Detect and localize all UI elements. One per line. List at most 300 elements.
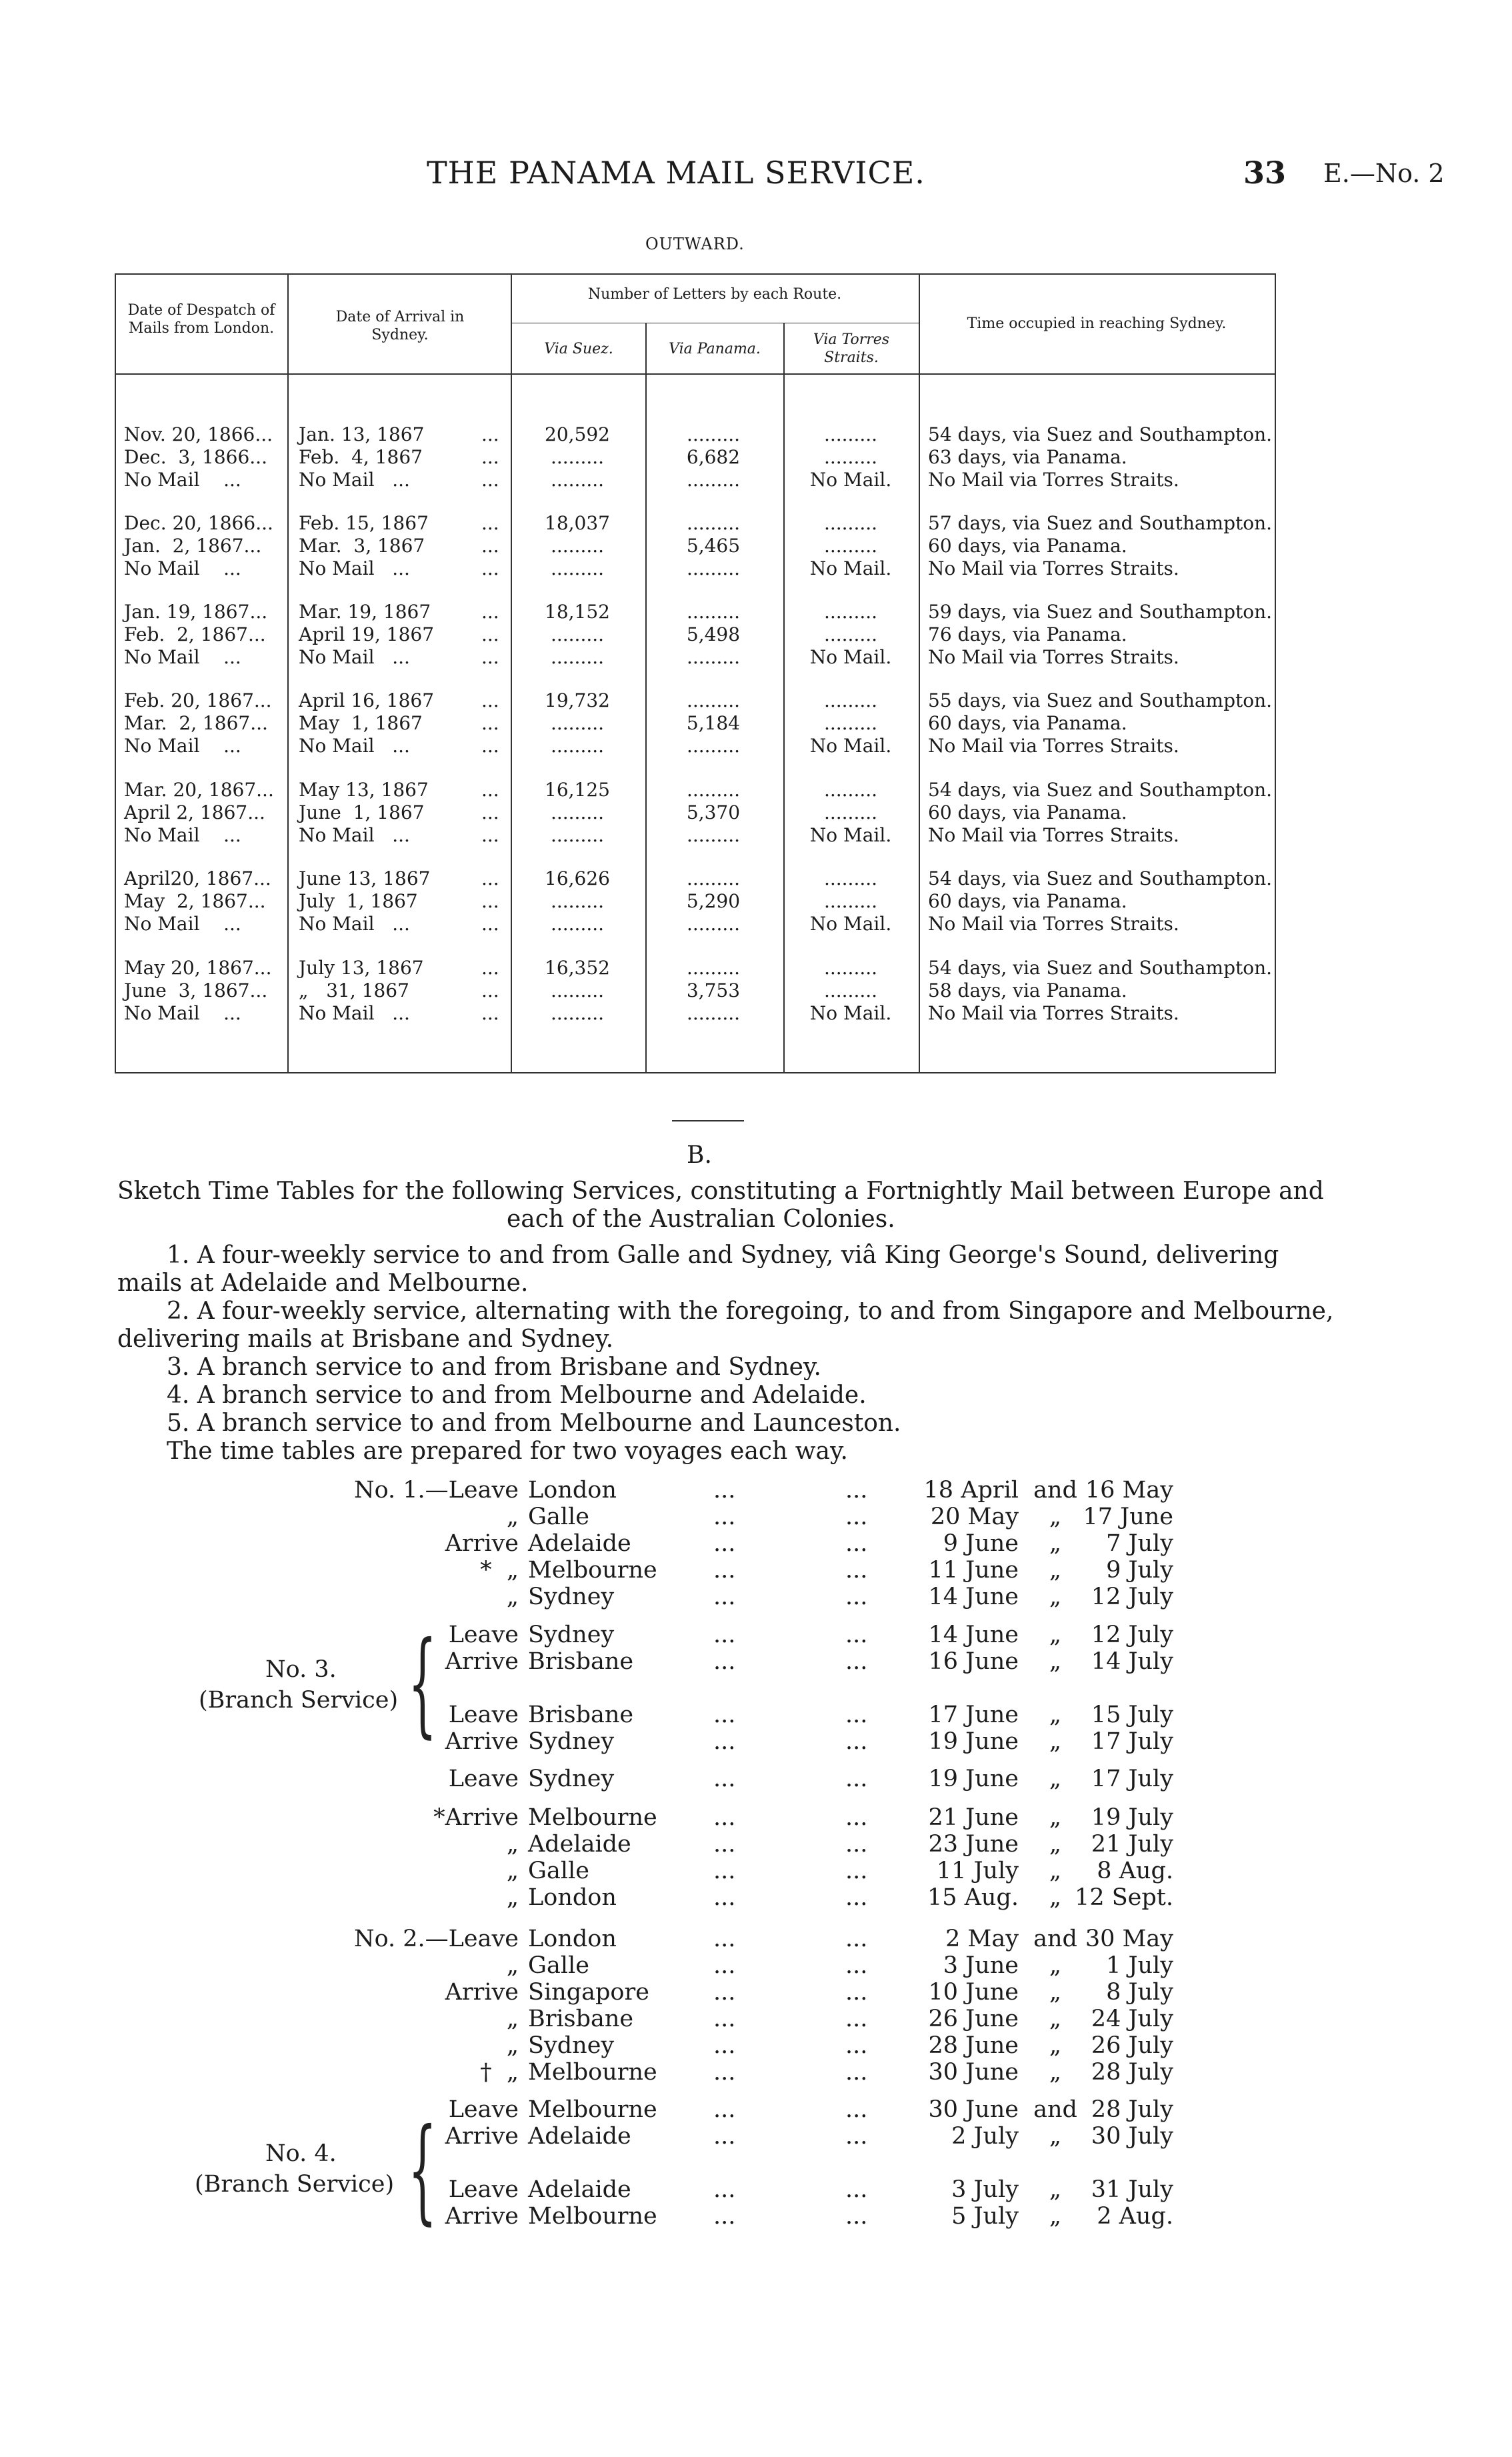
timetable-separator: „ xyxy=(1049,2123,1062,2150)
cell-leader-dots: ... xyxy=(481,867,499,889)
timetable-lead: „ xyxy=(506,1858,519,1884)
timetable-leader-dots: ... xyxy=(713,2123,736,2150)
cell-time: 58 days, via Panama. xyxy=(928,979,1127,1001)
cell-despatch: Dec. 20, 1866... xyxy=(124,512,273,534)
timetable-lead: „ xyxy=(506,1584,519,1610)
cell-despatch: May 2, 1867... xyxy=(124,890,266,912)
timetable-date-second: 30 July xyxy=(1091,2123,1173,2150)
timetable-leader-dots: ... xyxy=(713,1622,736,1648)
cell-leader-dots: ... xyxy=(481,1002,499,1024)
timetable-leader-dots: ... xyxy=(845,1952,868,1979)
cell-leader-dots: ... xyxy=(481,712,499,734)
timetable-date-first: 26 June xyxy=(928,2006,1019,2032)
timetable-separator: „ xyxy=(1049,1530,1062,1557)
cell-via-suez: ......... xyxy=(550,646,605,668)
timetable-lead: Leave xyxy=(448,2176,519,2203)
cell-via-panama: ......... xyxy=(686,469,741,491)
col-divider xyxy=(511,273,512,1073)
cell-arrival: No Mail ... xyxy=(299,1002,410,1024)
cell-via-suez: ......... xyxy=(550,1002,605,1024)
timetable-lead: „ xyxy=(506,1504,519,1530)
cell-via-suez: ......... xyxy=(550,824,605,846)
cell-arrival: No Mail ... xyxy=(299,735,410,757)
cell-time: 54 days, via Suez and Southampton. xyxy=(928,957,1273,979)
timetable-place: Melbourne xyxy=(528,1557,657,1584)
cell-leader-dots: ... xyxy=(481,957,499,979)
cell-leader-dots: ... xyxy=(481,779,499,801)
timetable-date-first: 3 July xyxy=(951,2176,1019,2203)
branch-sublabel-no3: (Branch Service) xyxy=(199,1687,399,1714)
cell-arrival: Feb. 4, 1867 xyxy=(299,446,423,468)
table-bottom-rule xyxy=(115,1072,1276,1073)
timetable-lead: „ xyxy=(506,1952,519,1979)
cell-via-suez: ......... xyxy=(550,446,605,468)
timetable-leader-dots: ... xyxy=(845,2203,868,2230)
timetable-date-first: 10 June xyxy=(928,1979,1019,2006)
cell-arrival: April 16, 1867 xyxy=(299,689,435,711)
timetable-separator: „ xyxy=(1049,1831,1062,1858)
timetable-place: Galle xyxy=(528,1504,589,1530)
timetable-date-first: 9 June xyxy=(943,1530,1019,1557)
timetable-date-second: 19 July xyxy=(1091,1804,1173,1831)
cell-via-panama: ......... xyxy=(686,1002,741,1024)
timetable-place: Brisbane xyxy=(528,1702,634,1728)
timetable-leader-dots: ... xyxy=(713,2059,736,2086)
timetable-date-second: 7 July xyxy=(1106,1530,1173,1557)
timetable-leader-dots: ... xyxy=(713,1884,736,1911)
timetable-date-second: 12 Sept. xyxy=(1075,1884,1173,1911)
timetable-leader-dots: ... xyxy=(845,1766,868,1792)
timetable-leader-dots: ... xyxy=(845,2123,868,2150)
timetable-leader-dots: ... xyxy=(845,2059,868,2086)
timetable-separator: „ xyxy=(1049,2176,1062,2203)
timetable-lead: Arrive xyxy=(445,1530,519,1557)
timetable-leader-dots: ... xyxy=(845,1530,868,1557)
col-header-arrival: Date of Arrival in Sydney. xyxy=(335,309,465,343)
timetable-date-first: 3 June xyxy=(943,1952,1019,1979)
timetable-leader-dots: ... xyxy=(713,1530,736,1557)
page-title: THE PANAMA MAIL SERVICE. xyxy=(427,155,925,191)
timetable-place: Brisbane xyxy=(528,1648,634,1675)
cell-arrival: July 1, 1867 xyxy=(299,890,418,912)
cell-time: No Mail via Torres Straits. xyxy=(928,646,1179,668)
cell-time: 55 days, via Suez and Southampton. xyxy=(928,689,1273,711)
timetable-date-first: 28 June xyxy=(928,2032,1019,2059)
timetable-lead: * „ xyxy=(480,1557,519,1584)
timetable-date-second: 14 July xyxy=(1091,1648,1173,1675)
cell-via-suez: ......... xyxy=(550,712,605,734)
timetable-leader-dots: ... xyxy=(845,1648,868,1675)
table-top-rule xyxy=(115,273,1276,275)
timetable-separator: „ xyxy=(1049,1804,1062,1831)
timetable-date-second: 8 July xyxy=(1106,1979,1173,2006)
timetable-place: London xyxy=(528,1884,617,1911)
cell-time: 57 days, via Suez and Southampton. xyxy=(928,512,1273,534)
cell-via-panama: 5,290 xyxy=(686,890,741,912)
cell-time: No Mail via Torres Straits. xyxy=(928,469,1179,491)
timetable-leader-dots: ... xyxy=(713,1952,736,1979)
cell-via-panama: 6,682 xyxy=(686,446,741,468)
timetable-place: Sydney xyxy=(528,1766,615,1792)
timetable-place: Adelaide xyxy=(528,2176,631,2203)
timetable-date-first: 14 June xyxy=(928,1622,1019,1648)
timetable-leader-dots: ... xyxy=(713,1979,736,2006)
timetable-date-first: 14 June xyxy=(928,1584,1019,1610)
cell-despatch: No Mail ... xyxy=(124,646,241,668)
timetable-date-first: 30 June xyxy=(928,2059,1019,2086)
cell-leader-dots: ... xyxy=(481,824,499,846)
timetable-leader-dots: ... xyxy=(845,1884,868,1911)
timetable-date-second: 21 July xyxy=(1091,1831,1173,1858)
timetable-leader-dots: ... xyxy=(713,1831,736,1858)
cell-via-panama: 5,465 xyxy=(686,535,741,557)
timetable-lead: *Arrive xyxy=(433,1804,519,1831)
cell-arrival: „ 31, 1867 xyxy=(299,979,409,1001)
timetable-date-second: 26 July xyxy=(1091,2032,1173,2059)
cell-via-torres: No Mail. xyxy=(809,824,892,846)
cell-leader-dots: ... xyxy=(481,913,499,935)
cell-leader-dots: ... xyxy=(481,689,499,711)
cell-via-panama: ......... xyxy=(686,779,741,801)
cell-arrival: Feb. 15, 1867 xyxy=(299,512,429,534)
timetable-separator: „ xyxy=(1049,2006,1062,2032)
timetable-place: Melbourne xyxy=(528,2096,657,2123)
timetable-leader-dots: ... xyxy=(713,1584,736,1610)
cell-via-torres: ......... xyxy=(823,623,878,645)
cell-despatch: No Mail ... xyxy=(124,1002,241,1024)
list-item: 5. A branch service to and from Melbourne and Launceston. xyxy=(167,1410,901,1437)
cell-leader-dots: ... xyxy=(481,535,499,557)
cell-via-suez: 16,352 xyxy=(545,957,610,979)
cell-leader-dots: ... xyxy=(481,801,499,823)
timetable-date-second: 15 July xyxy=(1091,1702,1173,1728)
cell-arrival: June 13, 1867 xyxy=(299,867,431,889)
timetable-date-second: 30 May xyxy=(1085,1926,1173,1952)
cell-via-suez: ......... xyxy=(550,913,605,935)
timetable-leader-dots: ... xyxy=(713,1926,736,1952)
cell-via-suez: ......... xyxy=(550,623,605,645)
timetable-place: Singapore xyxy=(528,1979,649,2006)
timetable-separator: „ xyxy=(1049,1728,1062,1755)
timetable-separator: „ xyxy=(1049,1884,1062,1911)
timetable-leader-dots: ... xyxy=(845,1584,868,1610)
timetable-separator: „ xyxy=(1049,1504,1062,1530)
timetable-place: Sydney xyxy=(528,1622,615,1648)
cell-via-panama: ......... xyxy=(686,512,741,534)
timetable-separator: „ xyxy=(1049,1858,1062,1884)
cell-via-panama: ......... xyxy=(686,913,741,935)
timetable-date-first: 11 July xyxy=(936,1858,1019,1884)
cell-via-panama: ......... xyxy=(686,646,741,668)
brace-no4: { xyxy=(408,2104,437,2236)
col-divider xyxy=(783,323,785,1073)
timetable-date-first: 16 June xyxy=(928,1648,1019,1675)
timetable-leader-dots: ... xyxy=(845,1979,868,2006)
intro-line-1: Sketch Time Tables for the following Services, constituting a Fortnightly Mail between Europe and xyxy=(117,1177,1324,1205)
cell-time: No Mail via Torres Straits. xyxy=(928,557,1179,579)
timetable-leader-dots: ... xyxy=(845,1557,868,1584)
cell-via-panama: ......... xyxy=(686,735,741,757)
timetable-place: Adelaide xyxy=(528,1530,631,1557)
cell-via-torres: ......... xyxy=(823,801,878,823)
cell-despatch: Dec. 3, 1866... xyxy=(124,446,267,468)
cell-time: No Mail via Torres Straits. xyxy=(928,913,1179,935)
cell-despatch: No Mail ... xyxy=(124,824,241,846)
cell-via-suez: ......... xyxy=(550,801,605,823)
cell-via-panama: ......... xyxy=(686,957,741,979)
timetable-date-first: 2 July xyxy=(951,2123,1019,2150)
cell-leader-dots: ... xyxy=(481,890,499,912)
cell-via-suez: ......... xyxy=(550,557,605,579)
cell-time: 60 days, via Panama. xyxy=(928,801,1127,823)
cell-via-suez: 19,732 xyxy=(545,689,610,711)
cell-time: 54 days, via Suez and Southampton. xyxy=(928,867,1273,889)
timetable-date-second: 24 July xyxy=(1091,2006,1173,2032)
cell-via-suez: 16,626 xyxy=(545,867,610,889)
timetable-date-first: 15 Aug. xyxy=(927,1884,1019,1911)
timetable-leader-dots: ... xyxy=(713,1504,736,1530)
cell-leader-dots: ... xyxy=(481,601,499,623)
list-item: The time tables are prepared for two voyages each way. xyxy=(167,1438,848,1465)
timetable-separator: „ xyxy=(1049,1557,1062,1584)
timetable-leader-dots: ... xyxy=(713,2203,736,2230)
timetable-lead: „ xyxy=(506,2032,519,2059)
timetable-date-first: 19 June xyxy=(928,1766,1019,1792)
cell-time: No Mail via Torres Straits. xyxy=(928,735,1179,757)
timetable-separator: „ xyxy=(1049,1979,1062,2006)
cell-via-torres: ......... xyxy=(823,512,878,534)
cell-time: 60 days, via Panama. xyxy=(928,535,1127,557)
col-header-via-panama: Via Panama. xyxy=(669,341,761,357)
cell-leader-dots: ... xyxy=(481,512,499,534)
cell-via-suez: 20,592 xyxy=(545,423,610,445)
cell-via-torres: ......... xyxy=(823,957,878,979)
brace-no3: { xyxy=(408,1618,437,1750)
cell-arrival: May 1, 1867 xyxy=(299,712,423,734)
cell-via-torres: No Mail. xyxy=(809,913,892,935)
cell-despatch: No Mail ... xyxy=(124,913,241,935)
timetable-place: Melbourne xyxy=(528,1804,657,1831)
timetable-separator: „ xyxy=(1049,1648,1062,1675)
cell-despatch: Feb. 20, 1867... xyxy=(124,689,272,711)
cell-via-torres: ......... xyxy=(823,689,878,711)
cell-time: No Mail via Torres Straits. xyxy=(928,824,1179,846)
timetable-leader-dots: ... xyxy=(713,1557,736,1584)
cell-via-suez: ......... xyxy=(550,535,605,557)
timetable-leader-dots: ... xyxy=(845,1504,868,1530)
cell-time: 60 days, via Panama. xyxy=(928,712,1127,734)
cell-arrival: No Mail ... xyxy=(299,824,410,846)
cell-via-suez: ......... xyxy=(550,979,605,1001)
timetable-leader-dots: ... xyxy=(845,2096,868,2123)
timetable-lead: Arrive xyxy=(445,1728,519,1755)
timetable-lead: Arrive xyxy=(445,2123,519,2150)
timetable-date-first: 18 April xyxy=(923,1477,1019,1504)
timetable-leader-dots: ... xyxy=(713,1648,736,1675)
cell-time: 54 days, via Suez and Southampton. xyxy=(928,423,1273,445)
timetable-lead: Arrive xyxy=(445,2203,519,2230)
cell-arrival: No Mail ... xyxy=(299,646,410,668)
cell-via-panama: ......... xyxy=(686,824,741,846)
cell-via-suez: ......... xyxy=(550,469,605,491)
timetable-place: Brisbane xyxy=(528,2006,634,2032)
timetable-date-first: 11 June xyxy=(928,1557,1019,1584)
timetable-place: Melbourne xyxy=(528,2059,657,2086)
timetable-lead: Arrive xyxy=(445,1979,519,2006)
cell-via-torres: ......... xyxy=(823,446,878,468)
cell-via-panama: 5,498 xyxy=(686,623,741,645)
cell-time: 59 days, via Suez and Southampton. xyxy=(928,601,1273,623)
list-item: 4. A branch service to and from Melbourne and Adelaide. xyxy=(167,1382,867,1409)
cell-via-torres: No Mail. xyxy=(809,735,892,757)
branch-label-no4: No. 4. xyxy=(265,2140,337,2167)
cell-via-suez: 18,152 xyxy=(545,601,610,623)
col-header-time: Time occupied in reaching Sydney. xyxy=(967,315,1227,332)
timetable-leader-dots: ... xyxy=(713,1858,736,1884)
timetable-lead: No. 1.—Leave xyxy=(353,1477,519,1504)
timetable-date-second: 12 July xyxy=(1091,1584,1173,1610)
cell-via-panama: ......... xyxy=(686,423,741,445)
section-divider xyxy=(672,1120,744,1121)
cell-despatch: Jan. 19, 1867... xyxy=(124,601,268,623)
timetable-place: Sydney xyxy=(528,1584,615,1610)
timetable-separator: and xyxy=(1033,1926,1077,1952)
timetable-date-second: 1 July xyxy=(1106,1952,1173,1979)
timetable-lead: No. 2.—Leave xyxy=(353,1926,519,1952)
cell-time: 63 days, via Panama. xyxy=(928,446,1127,468)
timetable-leader-dots: ... xyxy=(713,2032,736,2059)
cell-via-torres: ......... xyxy=(823,535,878,557)
timetable-date-second: 28 July xyxy=(1091,2096,1173,2123)
document-code: E.—No. 2 xyxy=(1323,159,1445,188)
cell-via-torres: ......... xyxy=(823,867,878,889)
timetable-date-second: 31 July xyxy=(1091,2176,1173,2203)
cell-despatch: April20, 1867... xyxy=(124,867,271,889)
cell-arrival: July 13, 1867 xyxy=(299,957,424,979)
list-item: 2. A four-weekly service, alternating with the foregoing, to and from Singapore and Melbourne, xyxy=(167,1298,1334,1325)
timetable-date-second: 8 Aug. xyxy=(1097,1858,1173,1884)
cell-time: 76 days, via Panama. xyxy=(928,623,1127,645)
table-right-border xyxy=(1275,273,1276,1073)
timetable-separator: „ xyxy=(1049,1702,1062,1728)
cell-via-panama: 5,184 xyxy=(686,712,741,734)
cell-via-panama: ......... xyxy=(686,601,741,623)
col-divider xyxy=(919,273,920,1073)
cell-leader-dots: ... xyxy=(481,446,499,468)
section-letter: B. xyxy=(687,1141,712,1169)
timetable-leader-dots: ... xyxy=(845,1804,868,1831)
timetable-separator: „ xyxy=(1049,1766,1062,1792)
timetable-separator: and xyxy=(1033,1477,1077,1504)
cell-via-torres: ......... xyxy=(823,979,878,1001)
cell-arrival: Mar. 19, 1867 xyxy=(299,601,431,623)
timetable-date-first: 19 June xyxy=(928,1728,1019,1755)
timetable-leader-dots: ... xyxy=(845,1926,868,1952)
timetable-date-second: 12 July xyxy=(1091,1622,1173,1648)
timetable-separator: and xyxy=(1033,2096,1077,2123)
timetable-leader-dots: ... xyxy=(713,1766,736,1792)
cell-arrival: No Mail ... xyxy=(299,913,410,935)
cell-despatch: Mar. 20, 1867... xyxy=(124,779,274,801)
table-header-rule xyxy=(115,373,1276,375)
cell-despatch: June 3, 1867... xyxy=(124,979,268,1001)
timetable-date-second: 9 July xyxy=(1106,1557,1173,1584)
list-item: mails at Adelaide and Melbourne. xyxy=(117,1270,529,1297)
cell-via-suez: ......... xyxy=(550,890,605,912)
cell-leader-dots: ... xyxy=(481,735,499,757)
timetable-place: Galle xyxy=(528,1858,589,1884)
timetable-place: London xyxy=(528,1477,617,1504)
cell-via-panama: ......... xyxy=(686,689,741,711)
cell-via-panama: 3,753 xyxy=(686,979,741,1001)
timetable-separator: „ xyxy=(1049,2032,1062,2059)
col-header-via-suez: Via Suez. xyxy=(544,341,613,357)
timetable-date-second: 17 July xyxy=(1091,1728,1173,1755)
timetable-place: Sydney xyxy=(528,1728,615,1755)
col-header-via-torres: Via Torres Straits. xyxy=(813,331,890,366)
timetable-date-second: 2 Aug. xyxy=(1097,2203,1173,2230)
cell-arrival: No Mail ... xyxy=(299,469,410,491)
cell-via-suez: ......... xyxy=(550,735,605,757)
timetable-date-first: 30 June xyxy=(928,2096,1019,2123)
timetable-date-first: 2 May xyxy=(945,1926,1019,1952)
timetable-leader-dots: ... xyxy=(845,1728,868,1755)
list-item: 1. A four-weekly service to and from Galle and Sydney, viâ King George's Sound, delivering xyxy=(167,1242,1279,1269)
cell-despatch: No Mail ... xyxy=(124,469,241,491)
table-heading: OUTWARD. xyxy=(645,235,745,253)
cell-via-panama: ......... xyxy=(686,867,741,889)
timetable-leader-dots: ... xyxy=(845,1702,868,1728)
cell-despatch: May 20, 1867... xyxy=(124,957,272,979)
cell-despatch: No Mail ... xyxy=(124,557,241,579)
cell-time: 54 days, via Suez and Southampton. xyxy=(928,779,1273,801)
timetable-place: Adelaide xyxy=(528,1831,631,1858)
cell-via-suez: 16,125 xyxy=(545,779,610,801)
timetable-date-second: 16 May xyxy=(1085,1477,1173,1504)
timetable-lead: „ xyxy=(506,1831,519,1858)
cell-despatch: Mar. 2, 1867... xyxy=(124,712,268,734)
timetable-place: Melbourne xyxy=(528,2203,657,2230)
timetable-place: Galle xyxy=(528,1952,589,1979)
cell-arrival: June 1, 1867 xyxy=(299,801,425,823)
list-item: 3. A branch service to and from Brisbane and Sydney. xyxy=(167,1354,821,1381)
cell-via-torres: No Mail. xyxy=(809,557,892,579)
timetable-lead: „ xyxy=(506,1884,519,1911)
timetable-leader-dots: ... xyxy=(845,1622,868,1648)
timetable-separator: „ xyxy=(1049,1952,1062,1979)
timetable-leader-dots: ... xyxy=(845,2006,868,2032)
timetable-leader-dots: ... xyxy=(845,2176,868,2203)
timetable-separator: „ xyxy=(1049,1584,1062,1610)
timetable-date-first: 23 June xyxy=(928,1831,1019,1858)
cell-via-torres: No Mail. xyxy=(809,469,892,491)
cell-via-torres: ......... xyxy=(823,423,878,445)
cell-leader-dots: ... xyxy=(481,979,499,1001)
timetable-lead: Arrive xyxy=(445,1648,519,1675)
timetable-lead: Leave xyxy=(448,1702,519,1728)
cell-leader-dots: ... xyxy=(481,469,499,491)
cell-time: 60 days, via Panama. xyxy=(928,890,1127,912)
col-header-despatch: Date of Despatch of Mails from London. xyxy=(127,302,275,337)
list-item: delivering mails at Brisbane and Sydney. xyxy=(117,1326,614,1353)
cell-via-torres: ......... xyxy=(823,712,878,734)
timetable-leader-dots: ... xyxy=(713,1702,736,1728)
timetable-place: Sydney xyxy=(528,2032,615,2059)
cell-leader-dots: ... xyxy=(481,646,499,668)
cell-via-torres: ......... xyxy=(823,601,878,623)
timetable-leader-dots: ... xyxy=(845,2032,868,2059)
timetable-place: London xyxy=(528,1926,617,1952)
